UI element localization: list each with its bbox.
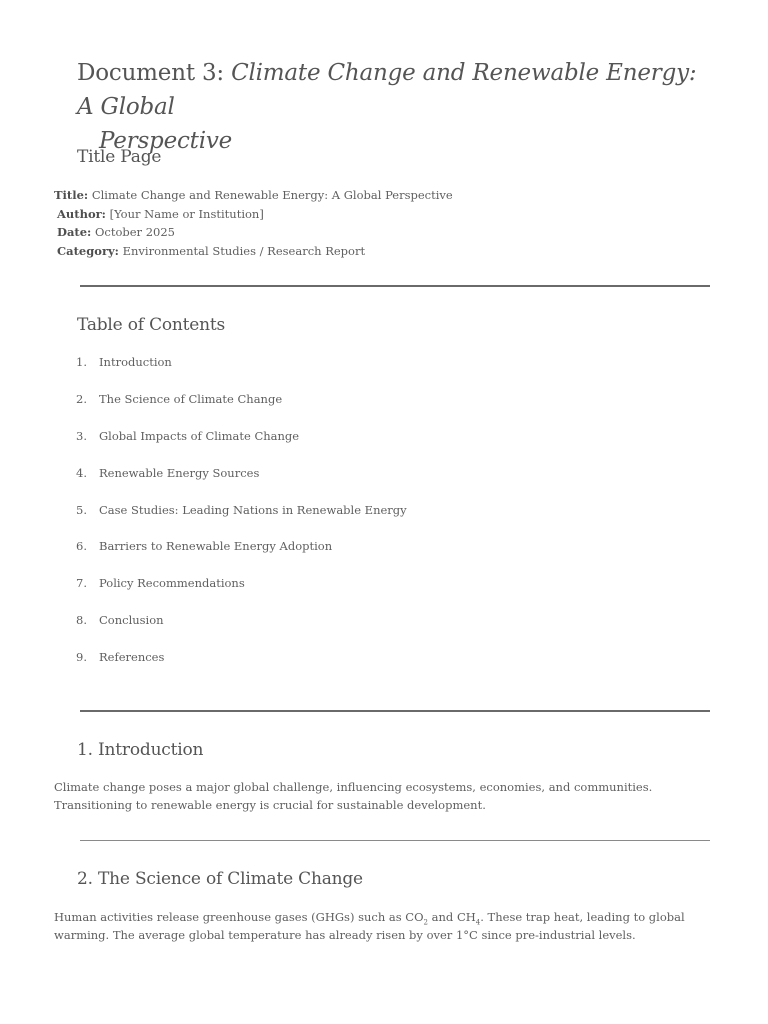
ch4-subscript: 4 (475, 918, 481, 927)
toc-item[interactable] (76, 463, 407, 500)
toc-item[interactable] (76, 426, 407, 463)
toc-item[interactable] (76, 389, 407, 426)
introduction-heading: 1. Introduction (77, 740, 204, 760)
meta-author-row (54, 205, 453, 224)
title-page-heading: Title Page (77, 147, 162, 167)
toc-item-label: Policy Recommendations (99, 576, 245, 591)
science-paragraph (54, 908, 714, 944)
toc-item-label: References (99, 650, 165, 665)
science-text-part3: . These trap heat, leading to global warming. The average global temperature has already risen by over 1°C since pre-industrial levels. (54, 910, 685, 942)
document-title (77, 56, 717, 158)
toc-item-number: 8. (76, 613, 87, 628)
meta-category-value: Environmental Studies / Research Report (118, 243, 366, 258)
document-title-continuation: Perspective (99, 128, 233, 154)
toc-item[interactable] (76, 500, 407, 537)
section-divider (80, 840, 710, 841)
document-title-prefix: Document 3: (77, 60, 232, 86)
meta-category-label: Category: (57, 243, 119, 258)
toc-item[interactable] (76, 610, 407, 647)
toc-item-number: 5. (76, 502, 87, 517)
toc-item[interactable] (76, 647, 407, 684)
toc-item[interactable] (76, 352, 407, 389)
toc-item-number: 6. (76, 539, 87, 554)
meta-category-row (54, 242, 453, 261)
toc-item-number: 4. (76, 465, 87, 480)
toc-item-label: Case Studies: Leading Nations in Renewable Energy (99, 502, 407, 517)
meta-date-value: October 2025 (91, 225, 175, 239)
toc-item-label: Conclusion (99, 613, 164, 628)
toc-item-label: Introduction (99, 355, 172, 369)
introduction-paragraph: Climate change poses a major global challenge, influencing ecosystems, economies, and communities. Transitioning to renewable energy is crucial for sustainable development. (54, 780, 653, 812)
toc-item-label: Barriers to Renewable Energy Adoption (99, 539, 333, 554)
meta-title-row (54, 186, 453, 205)
document-title-main: Climate Change and Renewable Energy: A Global (77, 60, 697, 120)
meta-title-value: Climate Change and Renewable Energy: A Global Perspective (88, 188, 453, 202)
section-divider (80, 285, 710, 287)
meta-author-label: Author: (57, 206, 106, 221)
toc-item-number: 1. (76, 355, 87, 369)
toc-item-number: 7. (76, 576, 87, 591)
science-heading: 2. The Science of Climate Change (77, 869, 363, 889)
toc-item[interactable] (76, 573, 407, 610)
table-of-contents (76, 352, 407, 684)
toc-heading: Table of Contents (77, 315, 226, 335)
toc-item-label: Global Impacts of Climate Change (99, 428, 300, 443)
section-divider (80, 710, 710, 712)
title-page-metadata (54, 186, 453, 260)
toc-item-label: Renewable Energy Sources (99, 465, 260, 480)
meta-date-label: Date: (57, 225, 92, 239)
toc-item-number: 9. (76, 650, 87, 665)
co2-subscript: 2 (423, 918, 429, 927)
toc-item[interactable] (76, 536, 407, 573)
toc-item-number: 3. (76, 428, 87, 443)
meta-author-value: [Your Name or Institution] (105, 206, 264, 221)
meta-title-label: Title: (54, 188, 89, 202)
toc-item-number: 2. (76, 391, 87, 406)
toc-item-label: The Science of Climate Change (99, 391, 283, 406)
meta-date-row (54, 223, 453, 242)
science-text-part2: and CH (428, 910, 476, 924)
science-text-part1: Human activities release greenhouse gases (GHGs) such as CO (54, 910, 424, 924)
